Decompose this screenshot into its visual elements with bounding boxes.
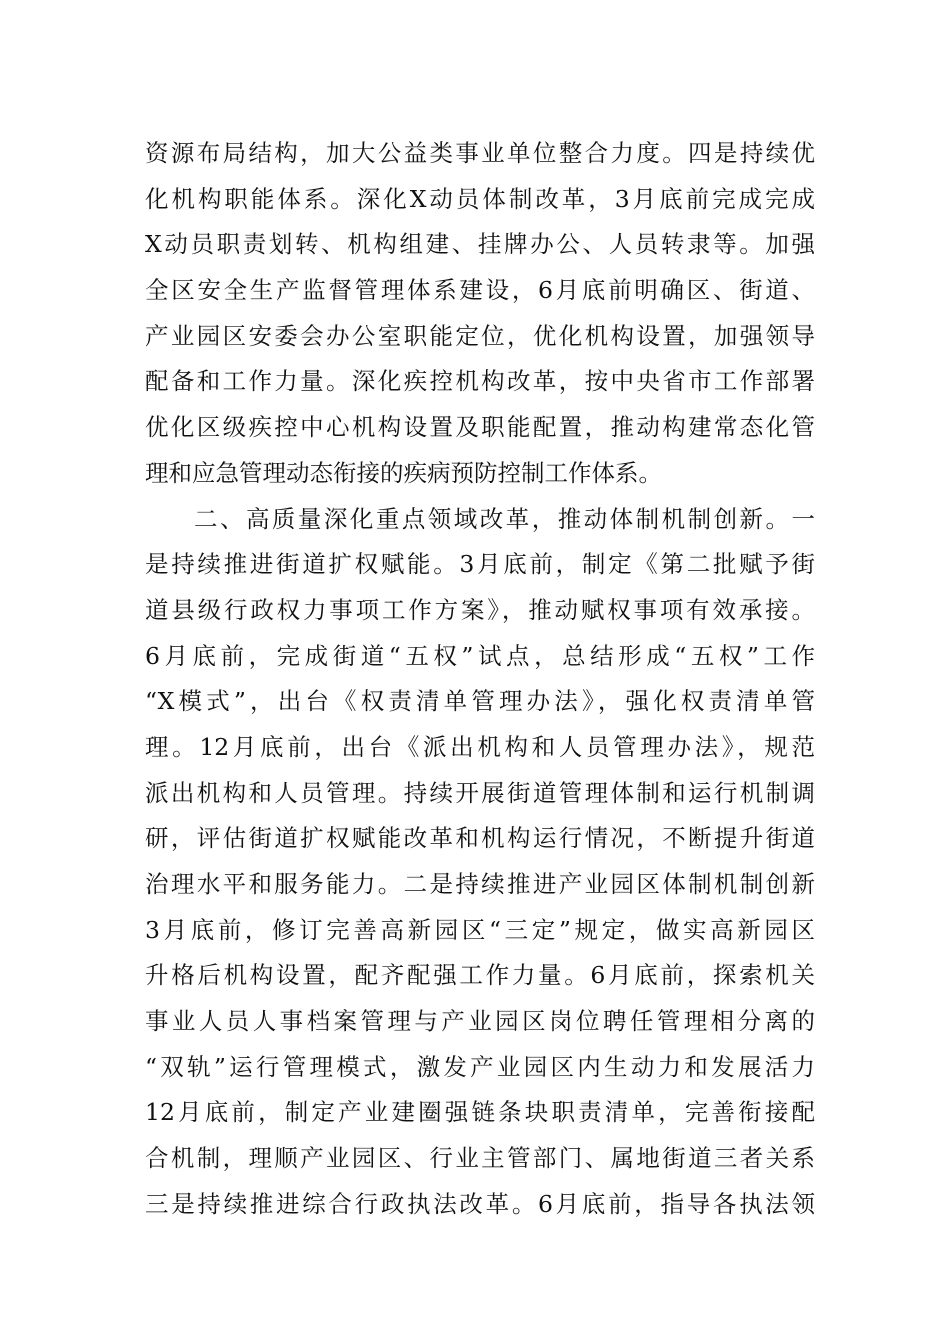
text-line: X动员职责划转、机构组建、挂牌办公、人员转隶等。加强: [145, 230, 815, 259]
text-line: 是持续推进街道扩权赋能。3月底前，制定《第二批赋予街: [145, 550, 815, 579]
text-line: 研，评估街道扩权赋能改革和机构运行情况，不断提升街道: [145, 824, 815, 853]
text-line: 资源布局结构，加大公益类事业单位整合力度。四是持续优: [145, 139, 815, 167]
text-line: 6月底前，完成街道“五权”试点，总结形成“五权”工作: [145, 641, 815, 670]
text-line: 理。12月底前，出台《派出机构和人员管理办法》，规范: [145, 732, 815, 761]
text-line: 合机制，理顺产业园区、行业主管部门、属地街道三者关系: [145, 1144, 815, 1173]
text-line: 12月底前，制定产业建圈强链条块职责清单，完善衔接配: [145, 1098, 815, 1127]
text-line: 升格后机构设置，配齐配强工作力量。6月底前，探索机关: [145, 961, 815, 990]
text-line: 优化区级疾控中心机构设置及职能配置，推动构建常态化管: [145, 413, 815, 442]
section-heading-line: 二、高质量深化重点领域改革，推动体制机制创新。一: [194, 504, 815, 533]
text-line: 三是持续推进综合行政执法改革。6月底前，指导各执法领: [145, 1189, 815, 1218]
text-line: 配备和工作力量。深化疾控机构改革，按中央省市工作部署: [145, 367, 815, 396]
text-line: 道县级行政权力事项工作方案》，推动赋权事项有效承接。: [145, 595, 815, 624]
text-line: 派出机构和人员管理。持续开展街道管理体制和运行机制调: [145, 778, 815, 807]
text-line: “X模式”，出台《权责清单管理办法》，强化权责清单管: [145, 687, 815, 716]
text-line: “双轨”运行管理模式，激发产业园区内生动力和发展活力: [145, 1052, 815, 1081]
text-line: 全区安全生产监督管理体系建设，6月底前明确区、街道、: [145, 276, 815, 305]
text-line: 理和应急管理动态衔接的疾病预防控制工作体系。: [145, 458, 662, 487]
text-line: 3月底前，修订完善高新园区“三定”规定，做实高新园区: [145, 915, 815, 944]
text-line: 产业园区安委会办公室职能定位，优化机构设置，加强领导: [145, 321, 815, 350]
body-text: [145, 131, 815, 1228]
text-line: 化机构职能体系。深化X动员体制改革，3月底前完成完成: [145, 184, 815, 213]
text-line: 事业人员人事档案管理与产业园区岗位聘任管理相分离的: [145, 1007, 815, 1036]
text-line: 治理水平和服务能力。二是持续推进产业园区体制机制创新: [145, 870, 815, 898]
